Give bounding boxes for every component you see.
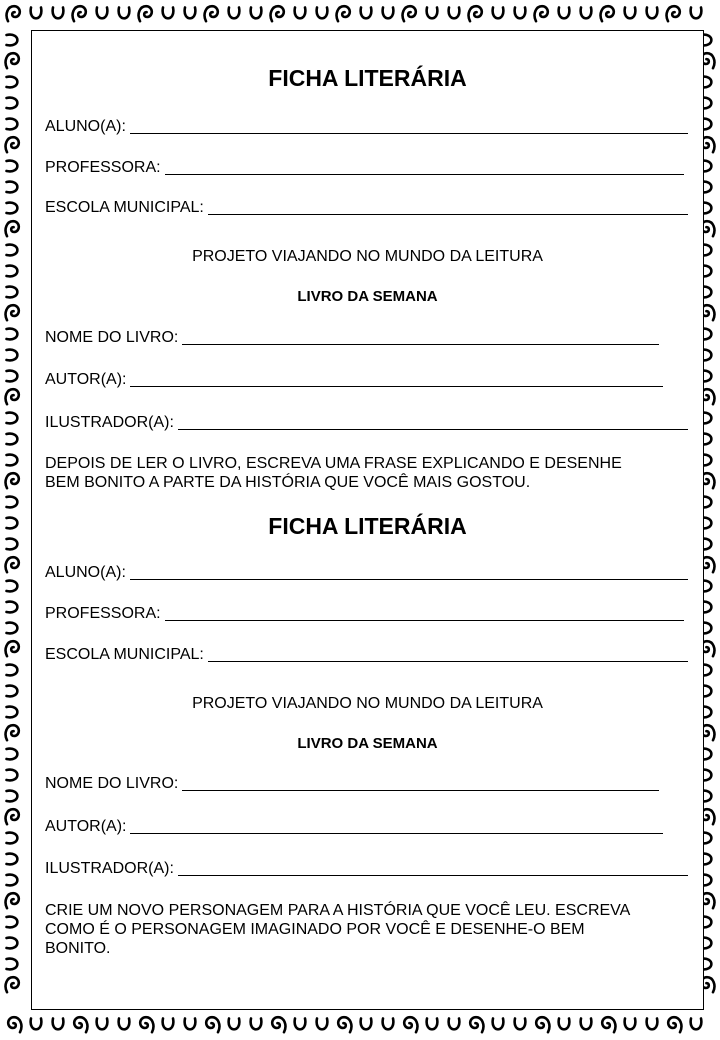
sheet1-instruction-line: DEPOIS DE LER O LIVRO, ESCREVA UMA FRASE EXPLICANDO E DESENHE (45, 455, 622, 472)
sheet2-professora-field[interactable] (45, 604, 684, 623)
nome-livro-blank-line[interactable] (182, 330, 659, 345)
aluno-label: ALUNO(A): (45, 118, 126, 135)
ilustrador-label: ILUSTRADOR(A): (45, 414, 174, 431)
autor-blank-line[interactable] (130, 819, 663, 834)
sheet1-title: FICHA LITERÁRIA (268, 65, 467, 91)
professora-blank-line[interactable] (165, 606, 684, 621)
professora-blank-line[interactable] (165, 160, 684, 175)
sheet2-livro-semana-heading: LIVRO DA SEMANA (297, 735, 438, 752)
escola-blank-line[interactable] (208, 200, 688, 215)
sheet2-aluno-field[interactable] (45, 563, 688, 582)
sheet2-escola-field[interactable] (45, 645, 688, 664)
sheet2-project-name: PROJETO VIAJANDO NO MUNDO DA LEITURA (192, 695, 543, 712)
sheet1-professora-field[interactable] (45, 158, 684, 177)
nome-livro-label: NOME DO LIVRO: (45, 329, 179, 346)
ilustrador-blank-line[interactable] (178, 415, 688, 430)
sheet2-instruction-line: COMO É O PERSONAGEM IMAGINADO POR VOCÊ E DESENHE-O BEM (45, 921, 585, 938)
nome-livro-label: NOME DO LIVRO: (45, 775, 179, 792)
escola-label: ESCOLA MUNICIPAL: (45, 199, 204, 216)
sheet1-aluno-field[interactable] (45, 117, 688, 136)
sheet2-nome-livro-field[interactable] (45, 774, 659, 793)
professora-label: PROFESSORA: (45, 605, 161, 622)
aluno-blank-line[interactable] (130, 565, 688, 580)
sheet2-instruction-line: BONITO. (45, 940, 111, 957)
autor-label: AUTOR(A): (45, 371, 127, 388)
sheet2-ilustrador-field[interactable] (45, 859, 688, 878)
sheet1-instructions (45, 454, 690, 492)
sheet2-title: FICHA LITERÁRIA (268, 513, 467, 539)
sheet1-escola-field[interactable] (45, 198, 688, 217)
sheet1-livro-semana-heading: LIVRO DA SEMANA (297, 288, 438, 305)
autor-blank-line[interactable] (130, 372, 663, 387)
ilustrador-blank-line[interactable] (178, 861, 688, 876)
aluno-label: ALUNO(A): (45, 564, 126, 581)
sheet1-nome-livro-field[interactable] (45, 328, 659, 347)
nome-livro-blank-line[interactable] (182, 776, 659, 791)
escola-blank-line[interactable] (208, 647, 688, 662)
autor-label: AUTOR(A): (45, 818, 127, 835)
sheet2-instruction-line: CRIE UM NOVO PERSONAGEM PARA A HISTÓRIA QUE VOCÊ LEU. ESCREVA (45, 902, 631, 919)
sheet1-ilustrador-field[interactable] (45, 413, 688, 432)
sheet2-instructions (45, 901, 690, 958)
sheet1-instruction-line: BEM BONITO A PARTE DA HISTÓRIA QUE VOCÊ MAIS GOSTOU. (45, 474, 531, 491)
escola-label: ESCOLA MUNICIPAL: (45, 646, 204, 663)
sheet1-autor-field[interactable] (45, 370, 663, 389)
ilustrador-label: ILUSTRADOR(A): (45, 860, 174, 877)
sheet1-project-name: PROJETO VIAJANDO NO MUNDO DA LEITURA (192, 248, 543, 265)
aluno-blank-line[interactable] (130, 119, 688, 134)
sheet2-autor-field[interactable] (45, 817, 663, 836)
professora-label: PROFESSORA: (45, 159, 161, 176)
